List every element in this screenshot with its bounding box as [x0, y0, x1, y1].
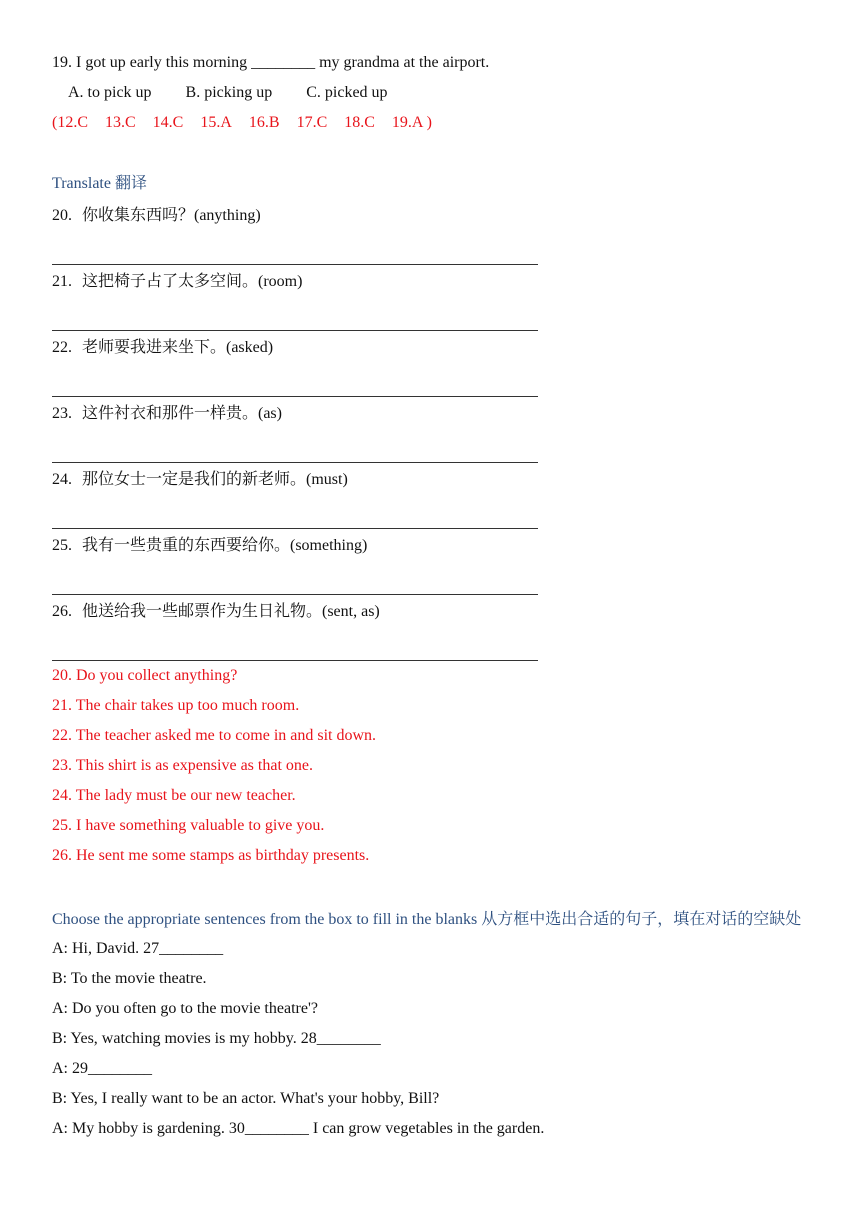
item-number: 25. — [52, 537, 72, 554]
option-b: B. picking up — [185, 84, 273, 101]
dialogue — [52, 936, 822, 1146]
translate-item-24 — [52, 467, 822, 531]
dialogue-line-1: A: Hi, David. 27________ — [52, 940, 224, 957]
translation-answer-21: 21. The chair takes up too much room. — [52, 697, 300, 714]
item-number: 20. — [52, 207, 72, 224]
answer-blank-line[interactable] — [52, 559, 538, 595]
item-prompt: 他送给我一些邮票作为生日礼物。(sent, as) — [82, 603, 380, 620]
dialogue-line-7: A: My hobby is gardening. 30________ I can grow vegetables in the garden. — [52, 1120, 545, 1137]
translate-item-23 — [52, 401, 822, 465]
item-number: 23. — [52, 405, 72, 422]
translation-answers — [52, 663, 822, 873]
translation-answer-26: 26. He sent me some stamps as birthday presents. — [52, 847, 370, 864]
multiple-choice-answers — [52, 110, 822, 140]
answer-13: 13.C — [105, 114, 136, 131]
item-prompt: 你收集东西吗？(anything) — [82, 207, 261, 224]
answer-15: 15.A — [200, 114, 232, 131]
answer-16: 16.B — [248, 114, 280, 131]
answer-blank-line[interactable] — [52, 229, 538, 265]
translation-answer-20: 20. Do you collect anything? — [52, 667, 238, 684]
dialogue-line-6: B: Yes, I really want to be an actor. What's your hobby, Bill? — [52, 1090, 440, 1107]
dialogue-line-3: A: Do you often go to the movie theatre'? — [52, 1000, 318, 1017]
answer-12: (12.C — [52, 114, 88, 131]
translate-item-20 — [52, 203, 822, 267]
option-a: A. to pick up — [68, 84, 152, 101]
translate-heading: Translate 翻译 — [52, 175, 147, 192]
answer-19: 19.A ) — [391, 114, 432, 131]
translation-answer-24: 24. The lady must be our new teacher. — [52, 787, 296, 804]
translate-item-26 — [52, 599, 822, 663]
answer-blank-line[interactable] — [52, 295, 538, 331]
answer-blank-line[interactable] — [52, 361, 538, 397]
translation-answer-22: 22. The teacher asked me to come in and sit down. — [52, 727, 377, 744]
translate-item-22 — [52, 335, 822, 399]
question-19-stem: 19. I got up early this morning ________ my grandma at the airport. — [52, 54, 490, 71]
item-number: 21. — [52, 273, 72, 290]
item-number: 24. — [52, 471, 72, 488]
dialogue-line-4: B: Yes, watching movies is my hobby. 28________ — [52, 1030, 381, 1047]
spacer — [52, 140, 822, 171]
answer-18: 18.C — [344, 114, 375, 131]
question-19-options — [52, 80, 822, 110]
worksheet-page — [52, 50, 822, 1146]
translate-item-21 — [52, 269, 822, 333]
dialogue-heading: Choose the appropriate sentences from the box to fill in the blanks 从方框中选出合适的句子，填在对话的空缺处 — [52, 911, 802, 928]
item-prompt: 我有一些贵重的东西要给你。(something) — [82, 537, 368, 554]
translation-answer-25: 25. I have something valuable to give you. — [52, 817, 325, 834]
item-prompt: 老师要我进来坐下。(asked) — [82, 339, 274, 356]
item-prompt: 这件衬衣和那件一样贵。(as) — [82, 405, 282, 422]
translate-item-25 — [52, 533, 822, 597]
translation-answer-23: 23. This shirt is as expensive as that one. — [52, 757, 313, 774]
answer-blank-line[interactable] — [52, 625, 538, 661]
answer-14: 14.C — [152, 114, 184, 131]
answer-blank-line[interactable] — [52, 493, 538, 529]
option-c: C. picked up — [306, 84, 388, 101]
spacer — [52, 873, 822, 903]
item-number: 22. — [52, 339, 72, 356]
item-prompt: 这把椅子占了太多空间。(room) — [82, 273, 303, 290]
dialogue-line-2: B: To the movie theatre. — [52, 970, 207, 987]
item-number: 26. — [52, 603, 72, 620]
dialogue-line-5: A: 29________ — [52, 1060, 152, 1077]
item-prompt: 那位女士一定是我们的新老师。(must) — [82, 471, 348, 488]
answer-17: 17.C — [296, 114, 328, 131]
answer-blank-line[interactable] — [52, 427, 538, 463]
